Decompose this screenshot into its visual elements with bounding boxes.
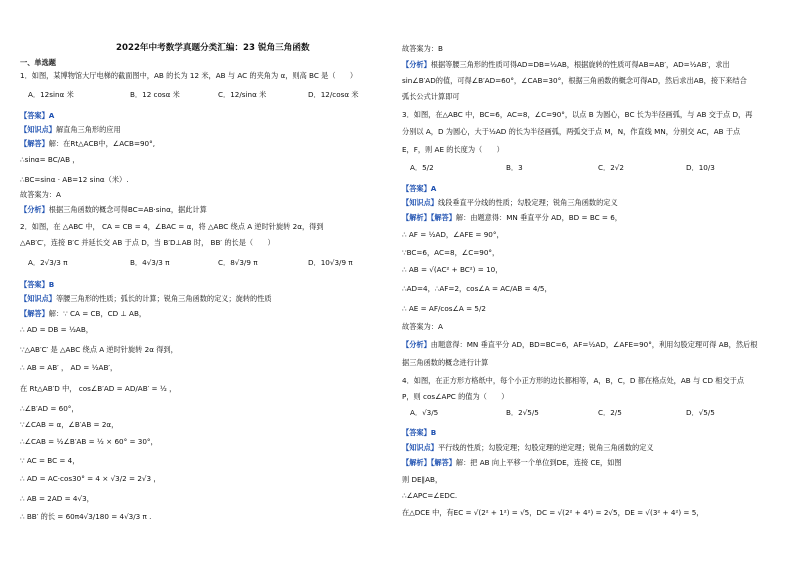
q2-step-11: ∴ BB′ 的长 = 60π4√3/180 = 4√3/3 π .: [20, 512, 152, 521]
q4-solution: 【解析】【解答】解：把 AB 向上平移一个单位到DE，连接 CE，如图: [402, 458, 622, 467]
q2-final-answer: 故答案为：B: [402, 44, 443, 53]
question-3-line-3: E，F，则 AE 的长度为（ ）: [402, 145, 504, 154]
q2-step-8: ∵ AC = BC = 4，: [20, 456, 80, 465]
q2-step-1: ∴ AD = DB = ½AB，: [20, 325, 93, 334]
q1-step-2: ∴BC=sinα · AB=12 sinα（米）.: [20, 175, 129, 184]
q1-solution: 【解答】解：在Rt△ACB中，∠ACB=90°,: [20, 139, 156, 148]
q1-final-answer: 故答案为：A: [20, 190, 61, 199]
page-title: 2022年中考数学真题分类汇编：23 锐角三角函数: [116, 43, 310, 53]
q4-answer: 【答案】B: [402, 428, 437, 437]
q3-step-3: ∴ AB = √(AC² + BC²) = 10，: [402, 265, 503, 274]
question-2-line-2: △AB′C′，连接 B′C 并延长交 AB 于点 D，当 B′D⊥AB 时， BB′ 的长是（ ）: [20, 238, 275, 247]
q2-knowledge: 【知识点】等腰三角形的性质；弧长的计算；锐角三角函数的定义；旋转的性质: [20, 294, 272, 303]
q3-analysis-1: 【分析】由题意得：MN 垂直平分 AD，BD=BC=6，AF=½AD，∠AFE=90°，利用勾股定理可得 AB，然后根: [402, 340, 758, 349]
q3-option-c: C．2√2: [598, 163, 624, 172]
q4-step-1: 则 DE∥AB，: [402, 475, 443, 484]
q2-analysis-3: 弧长公式计算即可: [402, 92, 460, 101]
question-4-line-2: P，则 cos∠APC 的值为（ ）: [402, 392, 509, 401]
q1-analysis: 【分析】根据三角函数的概念可得BC=AB·sinα，据此计算: [20, 205, 207, 214]
q3-analysis-2: 据三角函数的概念进行计算: [402, 358, 489, 367]
q2-analysis-1: 【分析】根据等腰三角形的性质可得AD=DB=½AB，根据旋转的性质可得AB=AB′，AD=½AB′，求出: [402, 60, 730, 69]
q3-step-2: ∵BC=6，AC=8，∠C=90°，: [402, 248, 500, 257]
question-3-line-1: 3．如图，在△ABC 中，BC=6，AC=8，∠C=90°，以点 B 为圆心，BC 长为半径画弧，与 AB 交于点 D，再: [402, 110, 753, 119]
q3-answer: 【答案】A: [402, 184, 437, 193]
q1-option-a: A．12sinα 米: [28, 90, 74, 99]
q2-option-c: C．8√3/9 π: [218, 258, 258, 267]
q1-option-d: D．12/cosα 米: [308, 90, 359, 99]
question-3-line-2: 分别以 A，D 为圆心，大于½AD 的长为半径画弧，两弧交于点 M，N，作直线 MN，分别交 AC，AB 于点: [402, 127, 741, 136]
q2-option-d: D．10√3/9 π: [308, 258, 353, 267]
section-heading: 一、单选题: [20, 58, 56, 67]
q4-option-b: B．2√5/5: [506, 408, 539, 417]
q3-solution: 【解析】【解答】解：由题意得：MN 垂直平分 AD，BD = BC = 6，: [402, 213, 622, 222]
q2-step-9: ∴ AD = AC·cos30° = 4 × √3/2 = 2√3 ，: [20, 474, 161, 483]
q2-step-4: 在 Rt△AB′D 中， cos∠B′AD = AD/AB′ = ½ ，: [20, 384, 177, 393]
q2-step-2: ∵△AB′C′ 是 △ABC 绕点 A 逆时针旋转 2α 得到，: [20, 345, 178, 354]
q2-option-a: A．2√3/3 π: [28, 258, 68, 267]
q1-option-c: C．12/sinα 米: [218, 90, 267, 99]
q4-option-d: D．√5/5: [686, 408, 715, 417]
q4-option-c: C．2/5: [598, 408, 622, 417]
q3-option-a: A．5/2: [410, 163, 434, 172]
q3-final-answer: 故答案为：A: [402, 322, 443, 331]
q2-step-6: ∵∠CAB = α，∠B′AB = 2α，: [20, 420, 119, 429]
q4-option-a: A．√3/5: [410, 408, 439, 417]
left-column: [18, 0, 396, 562]
q3-step-5: ∴ AE = AF/cos∠A = 5/2: [402, 304, 486, 313]
q1-step-1: ∴sinα= BC/AB ，: [20, 155, 80, 164]
q3-step-1: ∴ AF = ½AD，∠AFE = 90°，: [402, 230, 504, 239]
q2-step-5: ∴∠B′AD = 60°，: [20, 404, 79, 413]
q3-knowledge: 【知识点】线段垂直平分线的性质；勾股定理；锐角三角函数的定义: [402, 198, 618, 207]
q2-answer: 【答案】B: [20, 280, 55, 289]
q2-solution: 【解答】解：∵ CA = CB，CD ⊥ AB，: [20, 309, 147, 318]
q1-option-b: B．12 cosα 米: [130, 90, 180, 99]
q4-knowledge: 【知识点】平行线的性质；勾股定理；勾股定理的逆定理；锐角三角函数的定义: [402, 443, 654, 452]
q1-knowledge: 【知识点】解直角三角形的应用: [20, 125, 121, 134]
q2-analysis-2: sin∠B′AD的值，可得∠B′AD=60°，∠CAB=30°，根据三角函数的概念可得AD，然后求出AB，接下来结合: [402, 76, 747, 85]
question-4-line-1: 4．如图，在正方形方格纸中，每个小正方形的边长都相等，A，B，C，D 都在格点处，AB 与 CD 相交于点: [402, 376, 745, 385]
question-2-line-1: 2．如图，在 △ABC 中， CA = CB = 4，∠BAC = α，将 △ABC 绕点 A 逆时针旋转 2α，得到: [20, 222, 324, 231]
q3-option-b: B．3: [506, 163, 523, 172]
right-column: [402, 0, 780, 562]
q2-step-3: ∴ AB = AB′ ， AD = ½AB′，: [20, 363, 118, 372]
q2-option-b: B．4√3/3 π: [130, 258, 170, 267]
question-1: 1．如图，某博物馆大厅电梯的截面图中，AB 的长为 12 米，AB 与 AC 的夹角为 α，则高 BC 是（ ）: [20, 71, 358, 80]
q2-step-10: ∴ AB = 2AD = 4√3，: [20, 494, 94, 503]
q1-answer: 【答案】A: [20, 111, 55, 120]
q4-step-3: 在△DCE 中，有EC = √(2² + 1²) = √5，DC = √(2² + 4²) = 2√5，DE = √(3² + 4²) = 5，: [402, 508, 704, 517]
q2-step-7: ∴∠CAB = ½∠B′AB = ½ × 60° = 30°，: [20, 437, 158, 446]
q4-step-2: ∴∠APC=∠EDC.: [402, 491, 458, 500]
q3-step-4: ∴AD=4，∴AF=2，cos∠A = AC/AB = 4/5，: [402, 284, 552, 293]
q3-option-d: D．10/3: [686, 163, 715, 172]
